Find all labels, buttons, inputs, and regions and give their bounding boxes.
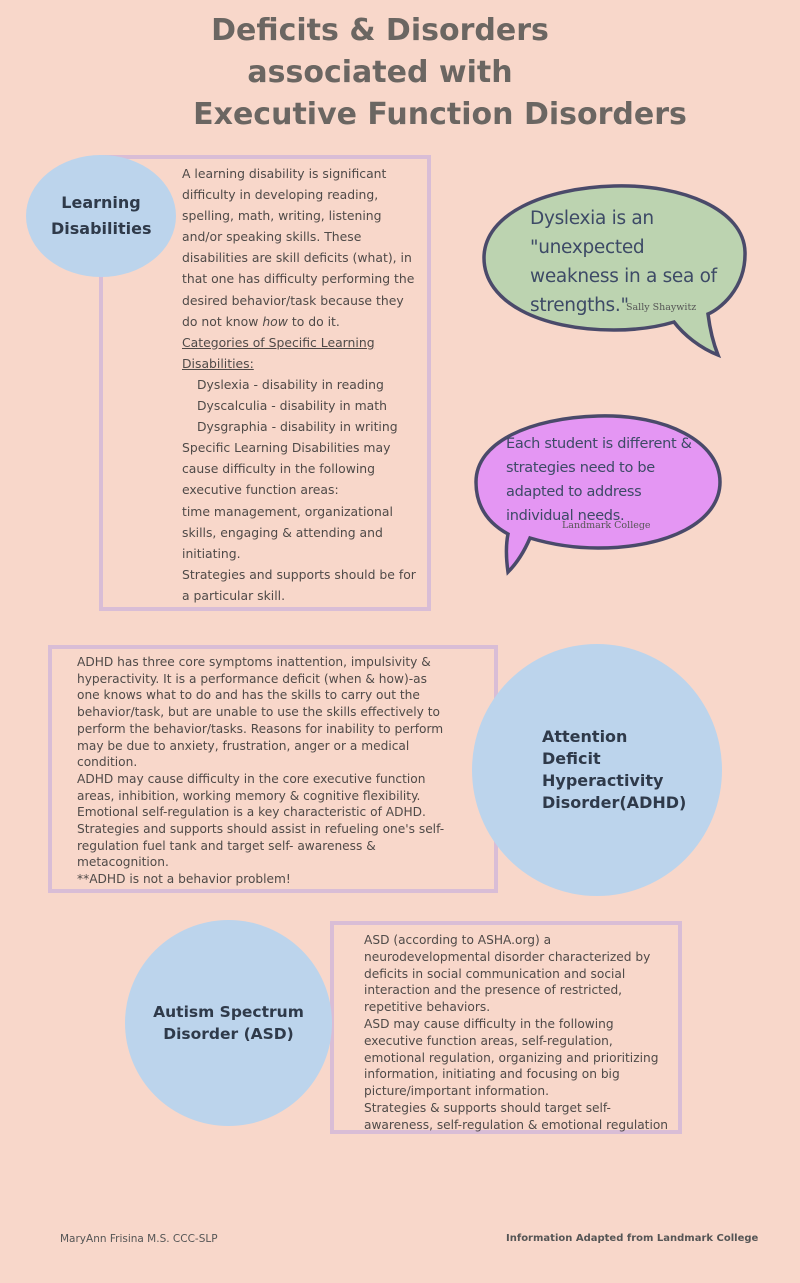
ld-para1-a: A learning disability is significant difficulty in developing reading, spelling, math, writing, listening and/or speaking skills. These disabilities are skill deficits (what), in that one has difficulty performing the desired behavior/task because they do not know (182, 166, 415, 329)
ld-para1-b: to do it. (287, 313, 340, 329)
ld-paragraph-1 (182, 163, 422, 332)
asd-paragraph-1: ASD (according to ASHA.org) a neurodevelopmental disorder characterized by deficits in social communication and social interaction and the presence of restricted, repetitive behaviors. (364, 933, 651, 1015)
adhd-paragraph-5: **ADHD is not a behavior problem! (77, 872, 291, 887)
quote-bubble-dyslexia (478, 180, 750, 362)
quote-2-text: Each student is different & strategies need to be adapted to address individual needs. (506, 436, 692, 524)
quote-1-attribution: Sally Shaywitz (626, 302, 697, 313)
quote-2-attribution: Landmark College (562, 520, 651, 531)
asd-text (364, 932, 676, 1134)
quote-bubble-students (470, 410, 725, 578)
ld-paragraph-4: Strategies and supports should be for a particular skill. (182, 566, 416, 603)
ld-paragraph-3: time management, organizational skills, engaging & attending and initiating. (182, 503, 393, 561)
adhd-paragraph-1: ADHD has three core symptoms inattention, impulsivity & hyperactivity. It is a performance deficit (when & how)-as one knows what to do and has the skills to carry out the behavior/task, but are unable to use the skills effectively to perform the behavior/tasks. Reasons for inability to perform may be due to anxiety, frustration, anger or a medical condition. (77, 655, 444, 770)
asd-paragraph-3: Strategies & supports should target self-awareness, self-regulation & emotional regulation (364, 1100, 669, 1132)
learning-disabilities-label: Learning Disabilities (51, 193, 152, 238)
ld-categories-heading: Categories of Specific Learning Disabilities: (182, 334, 375, 371)
adhd-paragraph-4: Strategies and supports should assist in refueling one's self-regulation fuel tank and target self- awareness & metacognition. (77, 822, 445, 870)
title-line-1: Deficits & Disorders (211, 13, 549, 48)
adhd-circle (472, 644, 722, 896)
quote-1-text: Dyslexia is an "unexpected weakness in a sea of strengths." (530, 208, 717, 316)
ld-category-item: Dyscalculia - disability in math (197, 398, 387, 414)
ld-category-item: Dyslexia - disability in reading (197, 376, 384, 392)
adhd-text (77, 654, 447, 888)
asd-label: Autism Spectrum Disorder (ASD) (153, 1003, 304, 1043)
asd-paragraph-2: ASD may cause difficulty in the following executive function areas, self-regulation, emotional regulation, organizing and prioritizing information, initiating and focusing on big picture/important information. (364, 1016, 659, 1099)
ld-category-item: Dysgraphia - disability in writing (197, 419, 398, 435)
learning-disabilities-circle (26, 155, 176, 277)
adhd-paragraph-2: ADHD may cause difficulty in the core executive function areas, inhibition, working memory & cognitive flexibility. (77, 771, 426, 803)
asd-circle (125, 920, 332, 1126)
title-line-2: associated with (247, 55, 513, 90)
ld-para1-em: how (262, 313, 288, 329)
adhd-paragraph-3: Emotional self-regulation is a key characteristic of ADHD. (77, 805, 426, 820)
learning-disabilities-text (182, 163, 422, 606)
page-title (150, 10, 687, 136)
ld-paragraph-2: Specific Learning Disabilities may cause difficulty in the following executive function areas: (182, 440, 391, 498)
footer-source: Information Adapted from Landmark College (506, 1233, 759, 1244)
title-line-3: Executive Function Disorders (193, 97, 687, 132)
adhd-label: Attention Deficit Hyperactivity Disorder(ADHD) (542, 727, 687, 812)
footer-author: MaryAnn Frisina M.S. CCC-SLP (60, 1233, 218, 1245)
